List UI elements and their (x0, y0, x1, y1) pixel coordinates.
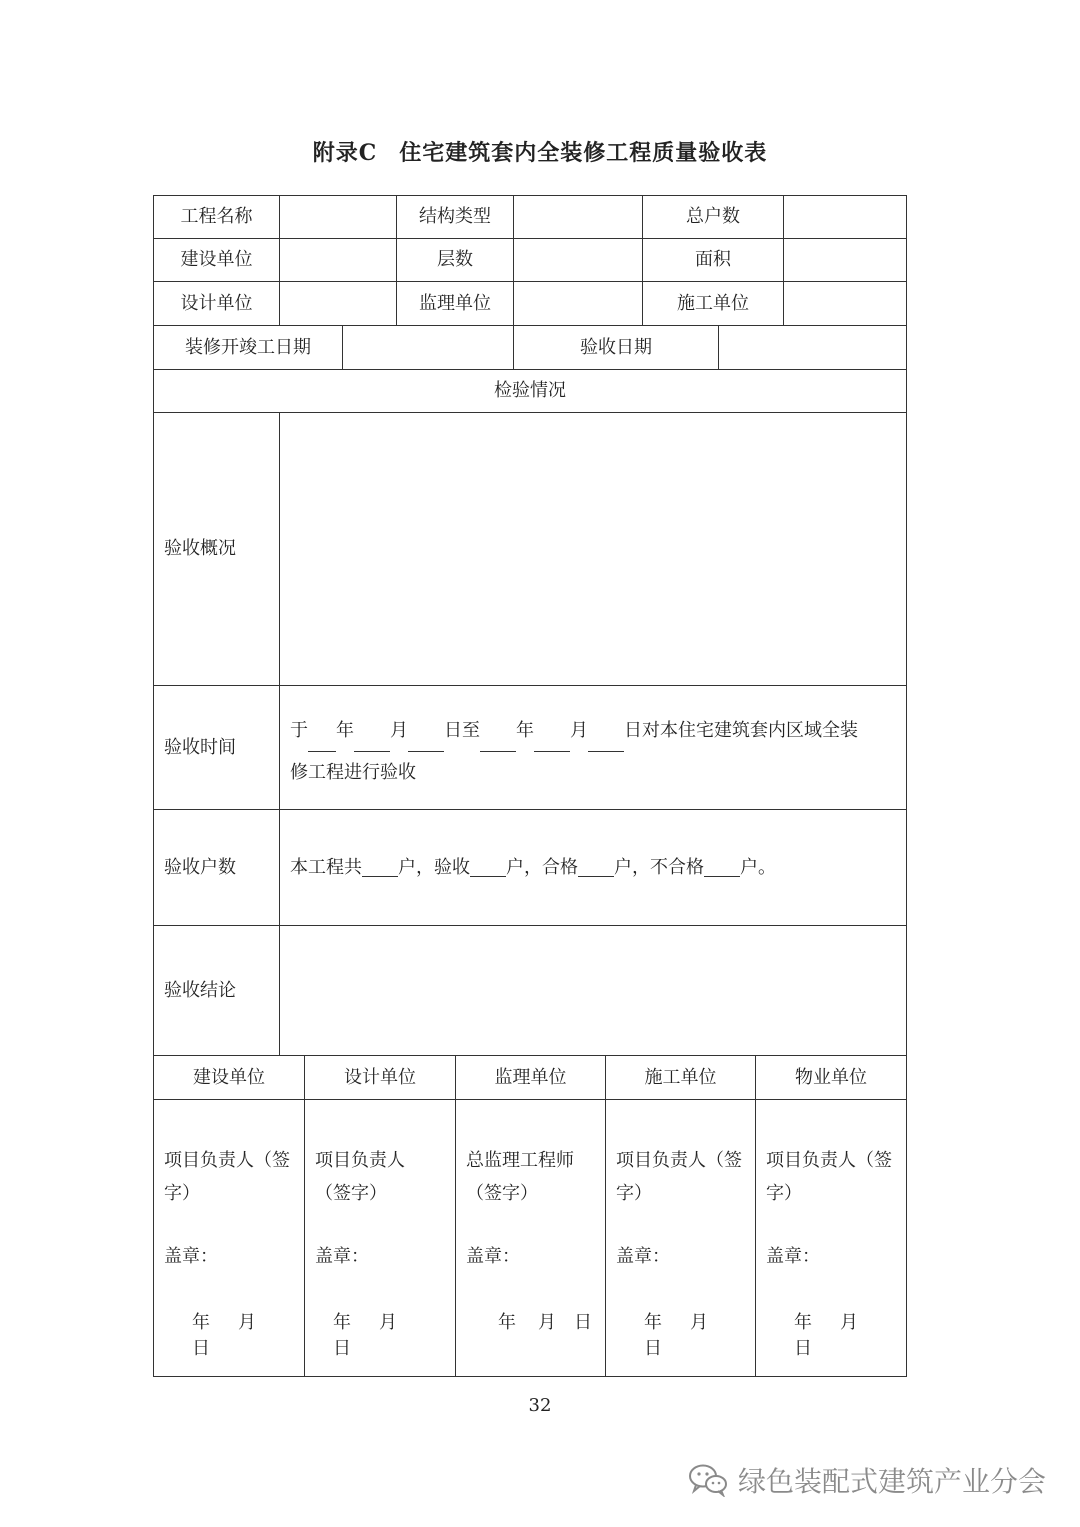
sig-date: 年 月日 (644, 1312, 708, 1359)
label-design-unit: 设计单位 (153, 281, 280, 326)
label-acceptance-date: 验收日期 (513, 325, 719, 370)
sig-date: 年 月日 (794, 1312, 858, 1359)
households-total-prefix: 本工程共 (290, 856, 362, 878)
time-line2: 修工程进行验收 (290, 762, 416, 783)
sig-unit-design: 设计单位 (304, 1055, 456, 1100)
label-structure-type: 结构类型 (396, 195, 514, 239)
time-day-end: 日对本住宅建筑套内区域全装 (624, 720, 858, 741)
sig-role: 项目负责人（签字） (164, 1150, 290, 1204)
label-conclusion: 验收结论 (153, 925, 280, 1056)
households-fail: 户，不合格 (614, 856, 704, 878)
field-total-households[interactable] (783, 195, 907, 239)
sig-cell-property[interactable] (755, 1099, 907, 1377)
page-title (0, 136, 1080, 167)
label-overview: 验收概况 (153, 412, 280, 686)
sig-seal: 盖章： (315, 1246, 369, 1267)
watermark (688, 1460, 1046, 1500)
section-header: 检验情况 (153, 369, 907, 413)
field-area[interactable] (783, 238, 907, 282)
sig-role: 项目负责人（签字） (315, 1150, 405, 1204)
label-construction-unit: 建设单位 (153, 238, 280, 282)
blank-end-month[interactable] (534, 733, 570, 752)
sig-unit-construction: 建设单位 (153, 1055, 305, 1100)
time-month-2: 月 (570, 720, 588, 741)
sig-unit-property: 物业单位 (755, 1055, 907, 1100)
wechat-icon (688, 1463, 728, 1497)
sig-date: 年 月 日 (498, 1312, 592, 1333)
field-acceptance-date[interactable] (718, 325, 907, 370)
sig-date: 年 月日 (333, 1312, 397, 1359)
field-acceptance-time (279, 685, 907, 810)
label-total-households: 总户数 (642, 195, 784, 239)
label-households: 验收户数 (153, 809, 280, 926)
blank-start-day[interactable] (408, 733, 444, 752)
sig-role: 总监理工程师（签字） (466, 1150, 574, 1204)
sig-unit-supervision: 监理单位 (455, 1055, 606, 1100)
time-day-to: 日至 (444, 720, 480, 741)
label-floors: 层数 (396, 238, 514, 282)
field-overview[interactable] (279, 412, 907, 686)
time-year-2: 年 (516, 720, 534, 741)
label-project-name: 工程名称 (153, 195, 280, 239)
sig-seal: 盖章： (164, 1246, 218, 1267)
blank-start-month[interactable] (354, 733, 390, 752)
field-project-name[interactable] (279, 195, 397, 239)
sig-cell-builder[interactable] (605, 1099, 756, 1377)
sig-role: 项目负责人（签字） (616, 1150, 742, 1204)
blank-accept-count[interactable] (470, 858, 506, 877)
blank-end-year[interactable] (480, 733, 516, 752)
label-decoration-dates: 装修开竣工日期 (153, 325, 343, 370)
sig-seal: 盖章： (466, 1246, 520, 1267)
blank-total-count[interactable] (362, 858, 398, 877)
title-text: 住宅建筑套内全装修工程质量验收表 (399, 140, 768, 166)
label-acceptance-time: 验收时间 (153, 685, 280, 810)
field-floors[interactable] (513, 238, 643, 282)
sig-role: 项目负责人（签字） (766, 1150, 892, 1204)
blank-start-year[interactable] (308, 733, 336, 752)
field-conclusion[interactable] (279, 925, 907, 1056)
label-area: 面积 (642, 238, 784, 282)
time-year-1: 年 (336, 720, 354, 741)
field-decoration-dates[interactable] (342, 325, 514, 370)
time-yu: 于 (290, 720, 308, 741)
page-number: 32 (528, 1395, 552, 1416)
sig-date: 年 月日 (192, 1312, 256, 1359)
sig-cell-supervision[interactable] (455, 1099, 606, 1377)
sig-unit-builder: 施工单位 (605, 1055, 756, 1100)
watermark-text: 绿色装配式建筑产业分会 (737, 1465, 1046, 1498)
field-design-unit[interactable] (279, 281, 397, 326)
households-pass: 户，合格 (506, 856, 578, 878)
label-builder-unit: 施工单位 (642, 281, 784, 326)
blank-end-day[interactable] (588, 733, 624, 752)
sig-seal: 盖章： (766, 1246, 820, 1267)
field-supervision-unit[interactable] (513, 281, 643, 326)
title-prefix: 附录C (312, 140, 378, 166)
field-builder-unit[interactable] (783, 281, 907, 326)
sig-cell-design[interactable] (304, 1099, 456, 1377)
field-construction-unit[interactable] (279, 238, 397, 282)
time-month-1: 月 (390, 720, 408, 741)
households-accept: 户，验收 (398, 856, 470, 878)
households-end: 户。 (740, 856, 776, 878)
sig-seal: 盖章： (616, 1246, 670, 1267)
blank-pass-count[interactable] (578, 858, 614, 877)
field-households (279, 809, 907, 926)
field-structure-type[interactable] (513, 195, 643, 239)
sig-cell-construction[interactable] (153, 1099, 305, 1377)
blank-fail-count[interactable] (704, 858, 740, 877)
label-supervision-unit: 监理单位 (396, 281, 514, 326)
